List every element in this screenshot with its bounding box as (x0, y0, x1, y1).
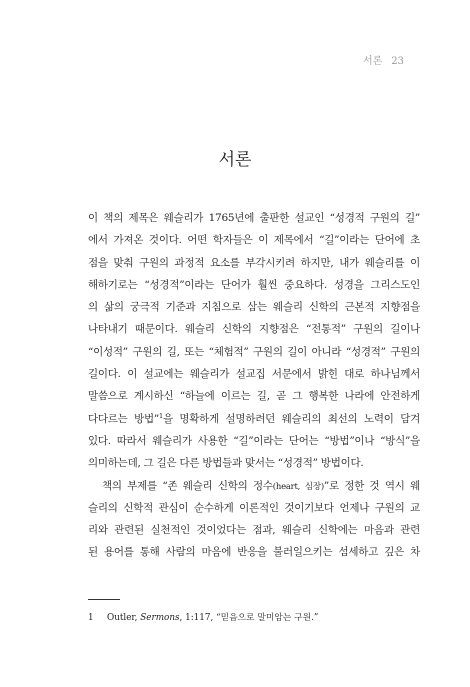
running-head (363, 55, 404, 69)
body-line-text: 다다르는 방법” (88, 412, 160, 425)
body-line: 된 용어를 통해 사람의 마음에 반응을 불러일으키는 섬세하고 깊은 차 (88, 546, 420, 559)
footnote (88, 611, 420, 625)
body-line-text: 을 명확하게 설명하려던 웨슬리의 최선의 노력이 담겨 (162, 412, 420, 425)
footnote-author: Outler, (107, 613, 138, 623)
footnote-rule (88, 599, 120, 600)
body-line-text: ”로 정한 것 역시 웨 (323, 479, 420, 492)
body-line (88, 475, 420, 497)
page-number: 23 (391, 56, 404, 67)
body-line: 길이다. 이 설교에는 웨슬리가 설교집 서문에서 밝힌 대로 하나님께서 (88, 368, 420, 381)
footnote-number: 1 (88, 613, 94, 623)
body-line-text: 책의 부제를 “존 웨슬리 신학의 정수 (102, 479, 273, 492)
body-line: 나타내기 때문이다. 웨슬리 신학의 지향점은 “전통적” 구원의 길이나 (88, 323, 420, 336)
body-text (88, 207, 420, 564)
body-line: 의미하는데, 그 길은 다른 방법들과 맞서는 “성경적” 방법이다. (88, 457, 364, 470)
body-line (88, 408, 420, 430)
gloss-text: (heart, 심장) (272, 481, 324, 492)
running-head-section: 서론 (362, 56, 383, 67)
chapter-title: 서론 (218, 150, 252, 170)
body-line: 말씀으로 계시하신 “하늘에 이르는 길, 곧 그 행복한 나라에 안전하게 (88, 390, 420, 403)
body-line: 리와 관련된 실천적인 것이었다는 점과, 웨슬리 신학에는 마음과 관련 (88, 524, 420, 537)
body-line: 에서 가져온 것이다. 어떤 학자들은 이 제목에서 “길”이라는 단어에 초 (88, 234, 420, 247)
body-line: 해하기로는 “성경적”이라는 단어가 훨씬 중요하다. 성경을 그리스도인 (88, 278, 420, 291)
body-line: 슬리의 신학적 관심이 순수하게 이론적인 것이기보다 언제나 구원의 교 (88, 501, 420, 514)
body-line: 의 삶의 궁극적 기준과 지침으로 삼는 웨슬리 신학의 근본적 지향점을 (88, 301, 420, 314)
body-line: “이성적” 구원의 길, 또는 “체험적” 구원의 길이 아니라 “성경적” 구원의 (88, 345, 420, 358)
footnote-citation: , 1:117, “믿음으로 말미암는 구원.” (179, 613, 319, 623)
body-line: 있다. 따라서 웨슬리가 사용한 “길”이라는 단어는 “방법”이나 “방식”을 (88, 434, 420, 447)
body-line: 점을 맞춰 구원의 과정적 요소를 부각시키려 하지만, 내가 웨슬리를 이 (88, 256, 420, 269)
footnote-work-title: Sermons (140, 613, 180, 623)
body-line: 이 책의 제목은 웨슬리가 1765년에 출판한 설교인 “성경적 구원의 길” (88, 212, 420, 224)
footnote-reference: 1 (159, 411, 163, 420)
